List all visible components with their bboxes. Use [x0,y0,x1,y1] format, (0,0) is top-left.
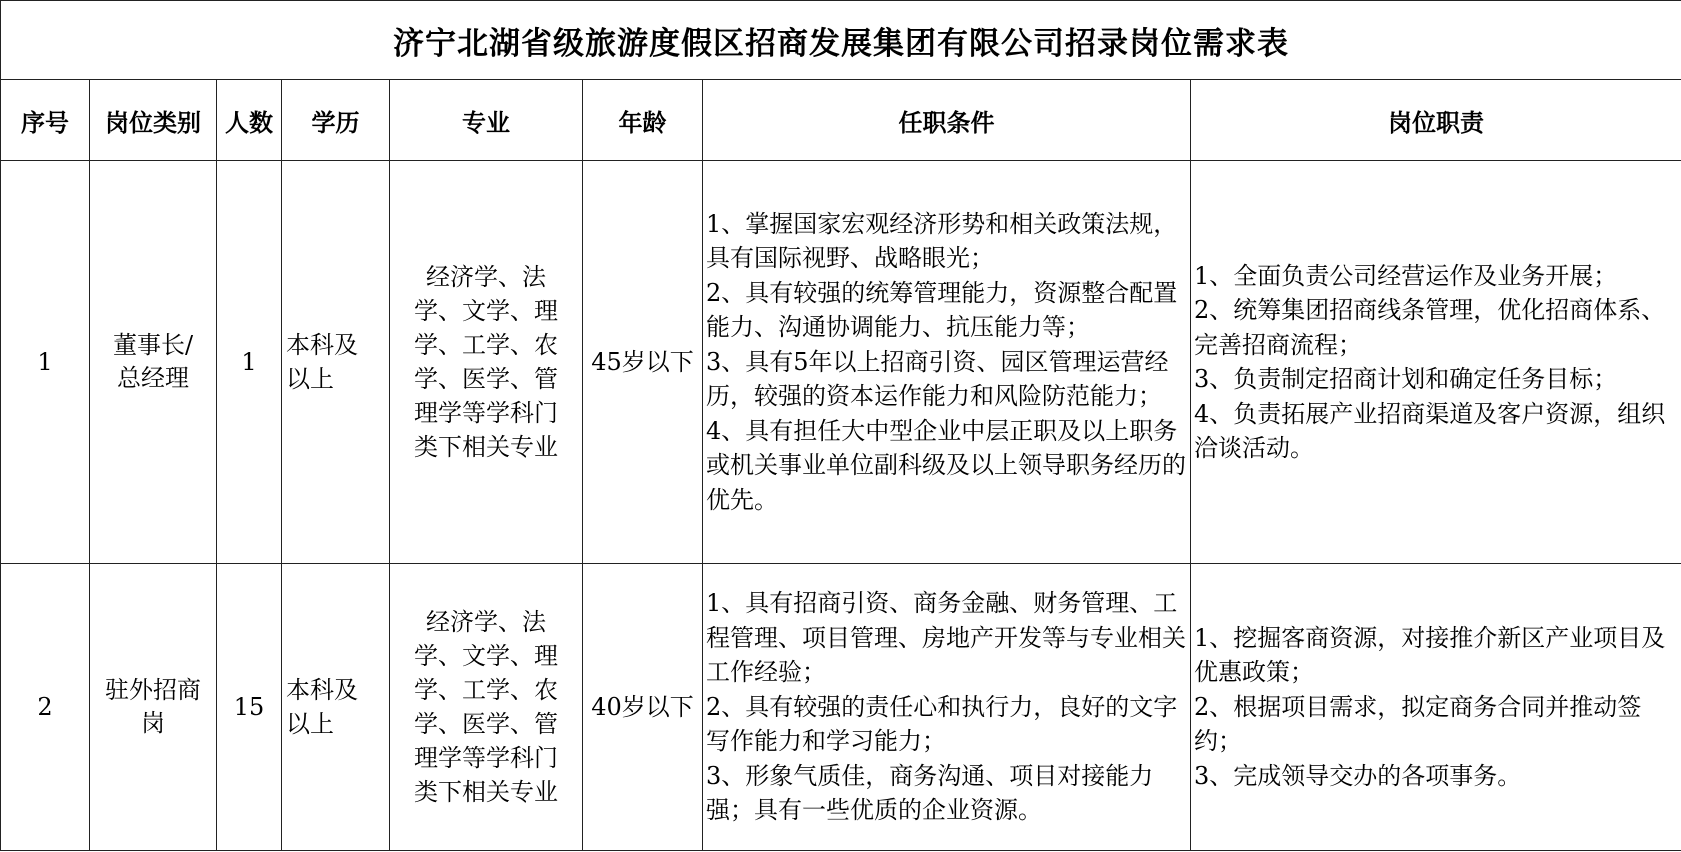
row-major: 经济学、法学、文学、理学、工学、农学、医学、管理学等学科门类下相关专业 [390,161,583,564]
header-no: 序号 [1,80,90,161]
header-position: 岗位类别 [90,80,217,161]
row-no: 1 [1,161,90,564]
header-age: 年龄 [583,80,703,161]
row-position: 董事长/ 总经理 [90,161,217,564]
header-major: 专业 [390,80,583,161]
row-age: 40岁以下 [583,564,703,851]
row-education: 本科及 以上 [282,564,390,851]
header-education: 学历 [282,80,390,161]
row-duties: 1、挖掘客商资源，对接推介新区产业项目及优惠政策； 2、根据项目需求，拟定商务合同并推动签约； 3、完成领导交办的各项事务。 [1191,564,1681,851]
table-title: 济宁北湖省级旅游度假区招商发展集团有限公司招录岗位需求表 [1,1,1681,80]
row-major: 经济学、法学、文学、理学、工学、农学、医学、管理学等学科门类下相关专业 [390,564,583,851]
header-row [1,80,1681,161]
header-requirements: 任职条件 [703,80,1191,161]
header-count: 人数 [217,80,282,161]
row-count: 15 [217,564,282,851]
row-duties: 1、全面负责公司经营运作及业务开展； 2、统筹集团招商线条管理，优化招商体系、完善招商流程； 3、负责制定招商计划和确定任务目标； 4、负责拓展产业招商渠道及客户资源，组织洽谈活动。 [1191,161,1681,564]
table-row [1,564,1681,851]
table-row [1,161,1681,564]
row-position: 驻外招商 岗 [90,564,217,851]
row-no: 2 [1,564,90,851]
row-requirements: 1、具有招商引资、商务金融、财务管理、工程管理、项目管理、房地产开发等与专业相关工作经验； 2、具有较强的责任心和执行力，良好的文字写作能力和学习能力； 3、形象气质佳，商务沟通、项目对接能力强；具有一些优质的企业资源。 [703,564,1191,851]
header-duties: 岗位职责 [1191,80,1681,161]
row-requirements: 1、掌握国家宏观经济形势和相关政策法规，具有国际视野、战略眼光； 2、具有较强的统筹管理能力，资源整合配置能力、沟通协调能力、抗压能力等； 3、具有5年以上招商引资、园区管理运营经历，较强的资本运作能力和风险防范能力； 4、具有担任大中型企业中层正职及以上职务或机关事业单位副科级及以上领导职务经历的优先。 [703,161,1191,564]
row-age: 45岁以下 [583,161,703,564]
row-education: 本科及 以上 [282,161,390,564]
row-count: 1 [217,161,282,564]
